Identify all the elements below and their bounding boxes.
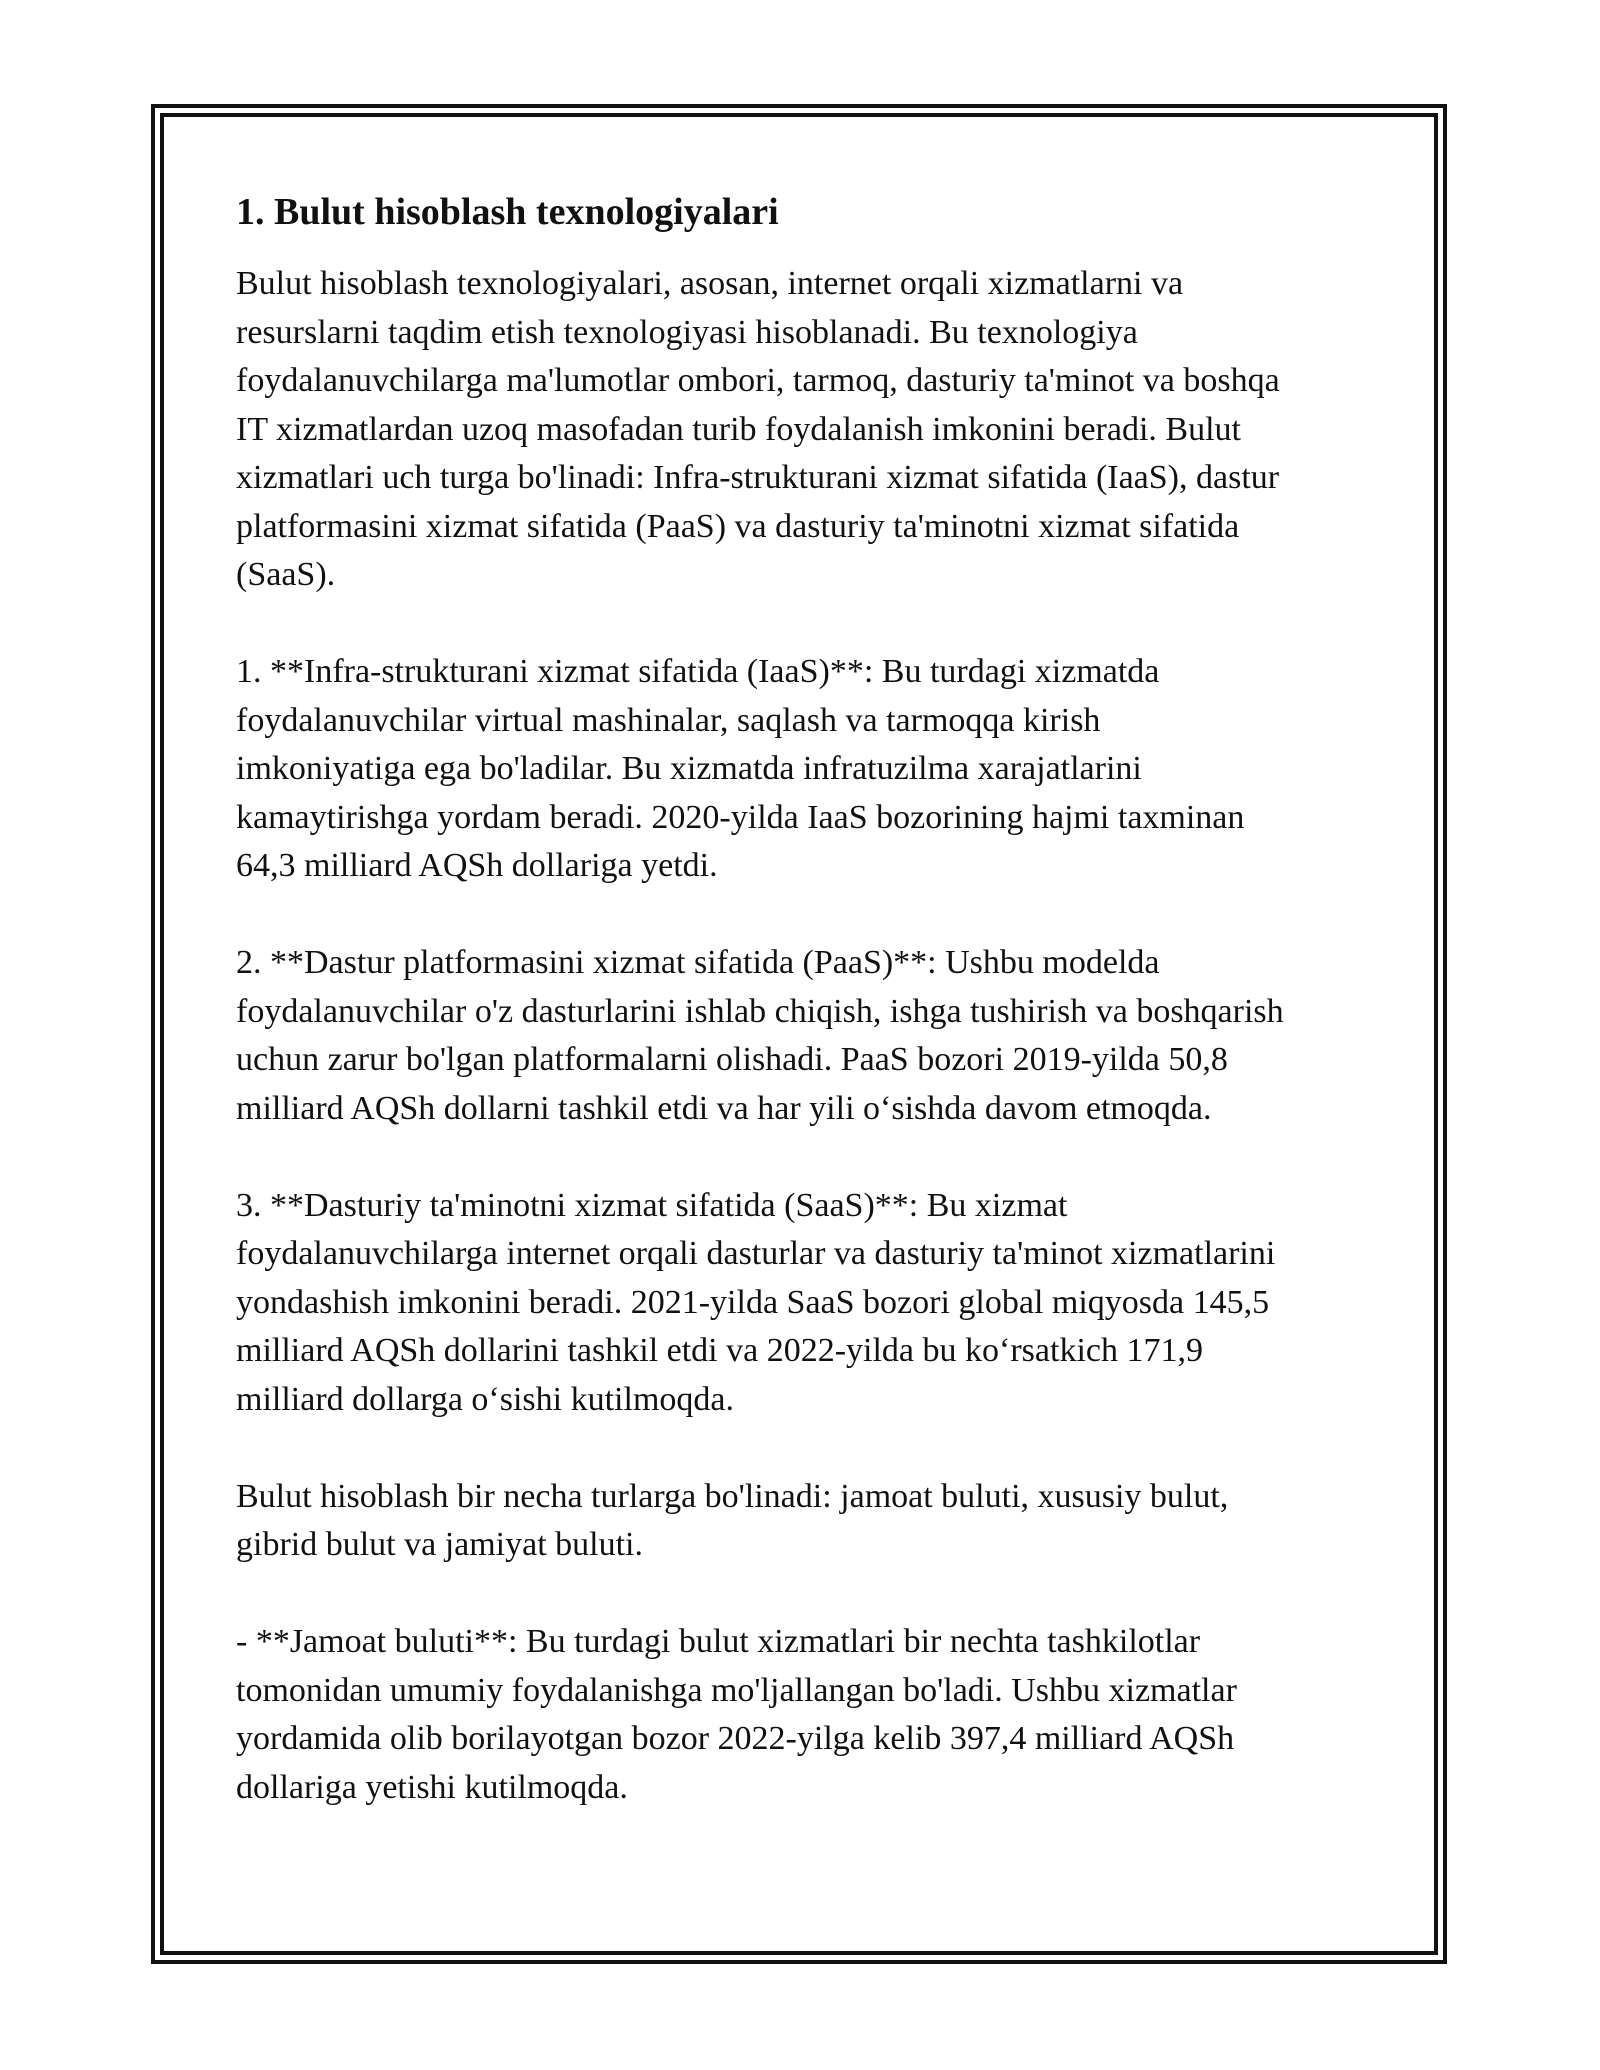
- page-title: 1. Bulut hisoblash texnologiyalari: [236, 191, 779, 233]
- paas-paragraph: 2. **Dastur platformasini xizmat sifatida (PaaS)**: Ushbu modelda foydalanuvchilar o'z dasturlarini ishlab chiqish, ishga tushirish va boshqarish uchun zarur bo'lgan platformalarni olishadi. PaaS bozori 2019-yilda 50,8 milliard AQSh dollarni tashkil etdi va har yili o‘sishda davom etmoqda.: [236, 944, 1284, 1127]
- public-cloud-paragraph: - **Jamoat buluti**: Bu turdagi bulut xizmatlari bir nechta tashkilotlar tomonidan umumiy foydalanishga mo'ljallangan bo'ladi. Ushbu xizmatlar yordamida olib borilayotgan bozor 2022-yilga kelib 397,4 milliard AQSh dollariga yetishi kutilmoqda.: [236, 1623, 1237, 1806]
- document-body: [236, 186, 1376, 1861]
- saas-paragraph: 3. **Dasturiy ta'minotni xizmat sifatida (SaaS)**: Bu xizmat foydalanuvchilarga internet orqali dasturlar va dasturiy ta'minot xizmatlarini yondashish imkonini beradi. 2021-yilda SaaS bozori global miqyosda 145,5 milliard AQSh dollarini tashkil etdi va 2022-yilda bu ko‘rsatkich 171,9 milliard dollarga o‘sishi kutilmoqda.: [236, 1186, 1276, 1418]
- iaas-paragraph: 1. **Infra-strukturani xizmat sifatida (IaaS)**: Bu turdagi xizmatda foydalanuvchilar virtual mashinalar, saqlash va tarmoqqa kirish imkoniyatiga ega bo'ladilar. Bu xizmatda infratuzilma xarajatlarini kamaytirishga yordam beradi. 2020-yilda IaaS bozorining hajmi taxminan 64,3 milliard AQSh dollariga yetdi.: [236, 653, 1245, 884]
- cloud-types-paragraph: Bulut hisoblash bir necha turlarga bo'linadi: jamoat buluti, xususiy bulut, gibrid bulut va jamiyat buluti.: [236, 1477, 1229, 1563]
- intro-paragraph: Bulut hisoblash texnologiyalari, asosan, internet orqali xizmatlarni va resurslarni taqdim etish texnologiyasi hisoblanadi. Bu texnologiya foydalanuvchilarga ma'lumotlar ombori, tarmoq, dasturiy ta'minot va boshqa IT xizmatlardan uzoq masofadan turib foydalanish imkonini beradi. Bulut xizmatlari uch turga bo'linadi: Infra-strukturani xizmat sifatida (IaaS), dastur platformasini xizmat sifatida (PaaS) va dasturiy ta'minotni xizmat sifatida (SaaS).: [236, 265, 1280, 593]
